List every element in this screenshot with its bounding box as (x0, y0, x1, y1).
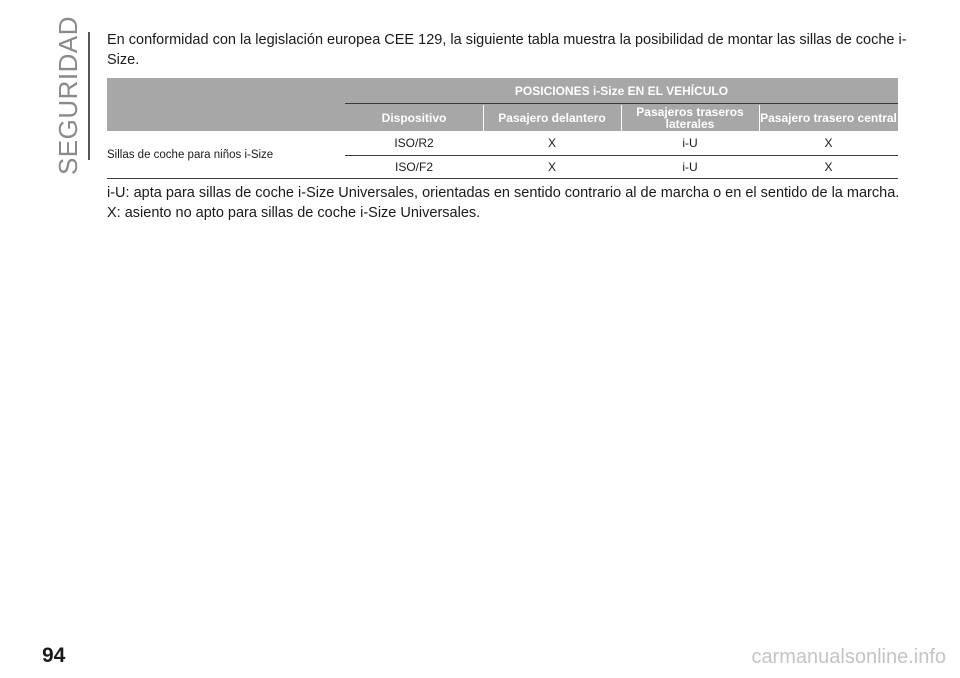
column-header-rear-side: Pasajeros traseros laterales (621, 105, 759, 131)
group-header: POSICIONES i-Size EN EL VEHÍCULO (345, 78, 898, 103)
table-cell: i-U (682, 136, 698, 150)
section-tab (52, 15, 86, 176)
column-divider (621, 105, 622, 131)
page-number: 94 (42, 644, 66, 667)
isize-table (107, 78, 898, 179)
table-cell: X (547, 160, 556, 174)
table-cell: i-U (682, 160, 698, 174)
column-header-front: Pasajero delantero (483, 105, 621, 131)
section-divider (88, 32, 90, 160)
legend-line: i-U: apta para sillas de coche i-Size Universales, orientadas en sentido contrario al de marcha o en el sentido de la marcha. (107, 185, 900, 201)
legend (107, 183, 927, 223)
column-divider (483, 105, 484, 131)
table-cell: X (547, 136, 556, 150)
row-label: Sillas de coche para niños i-Size (107, 149, 274, 161)
intro-paragraph: En conformidad con la legislación europea CEE 129, la siguiente tabla muestra la posibilidad de montar las sillas de coche i-Size. (107, 32, 907, 68)
column-header-rear-center: Pasajero trasero central (759, 105, 898, 131)
table-cell: X (824, 136, 833, 150)
legend-line: X: asiento no apto para sillas de coche i-Size Universales. (107, 205, 481, 221)
section-title: SEGURIDAD (53, 15, 84, 176)
header-blank-cell (107, 78, 345, 131)
table-bottom-rule (107, 178, 898, 179)
table-cell: ISO/R2 (394, 136, 434, 150)
table-cell: ISO/F2 (394, 160, 433, 174)
column-divider (759, 105, 760, 131)
column-header-device: Dispositivo (345, 105, 483, 131)
table-cell: X (824, 160, 833, 174)
watermark: carmanualsonline.info (751, 646, 946, 668)
